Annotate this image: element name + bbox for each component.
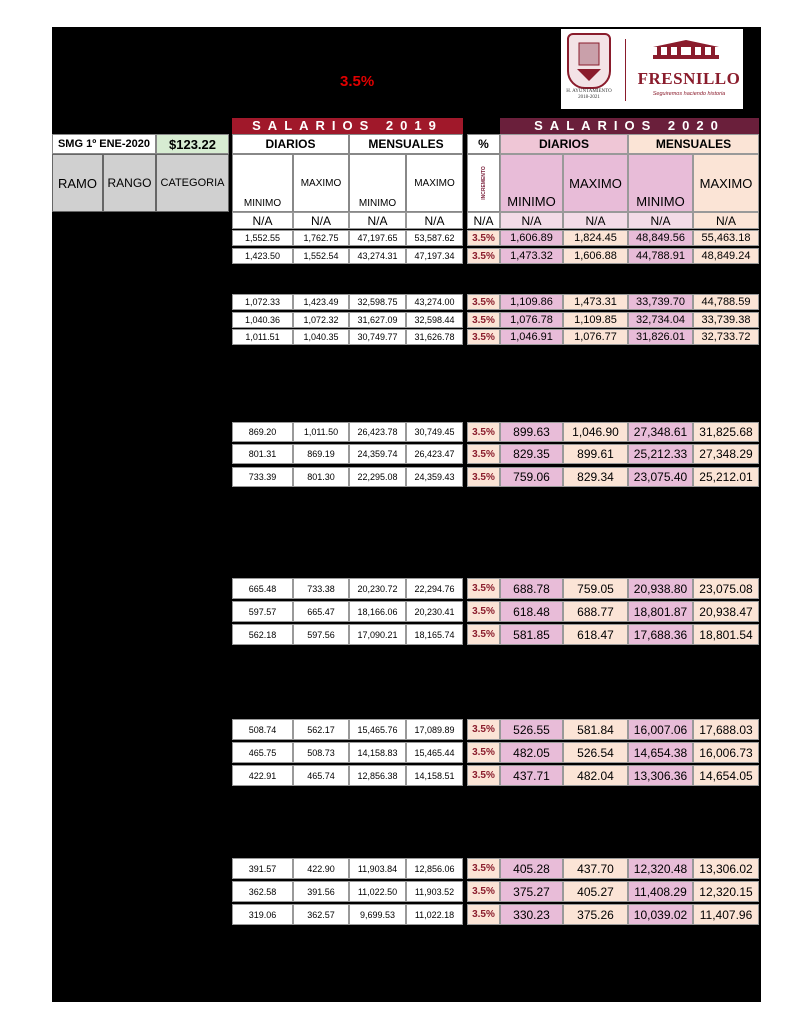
cell-d19min: 1,011.51 [232, 329, 293, 345]
cell-d20min: 330.23 [500, 904, 563, 925]
header-minimo-d20: MINIMO [500, 154, 563, 212]
na-cell: N/A [500, 212, 563, 229]
cell-d19min: 422.91 [232, 765, 293, 786]
cell-m20max: 14,654.05 [693, 765, 759, 786]
cell-d19max: 665.47 [293, 601, 349, 622]
cell-m19max: 18,165.74 [406, 624, 463, 645]
cell-m20max: 33,739.38 [693, 312, 759, 328]
cell-m20min: 31,826.01 [628, 329, 693, 345]
cell-d20max: 618.47 [563, 624, 628, 645]
na-cell: N/A [406, 212, 463, 229]
cell-d20min: 1,109.86 [500, 294, 563, 310]
band-salarios-2019: SALARIOS 2019 [232, 118, 463, 134]
cell-m19min: 15,465.76 [349, 719, 406, 740]
cell-d19max: 391.56 [293, 881, 349, 902]
cell-d19min: 391.57 [232, 858, 293, 879]
cell-m19min: 9,699.53 [349, 904, 406, 925]
cell-d20min: 1,606.89 [500, 230, 563, 246]
seal-caption [561, 89, 617, 101]
na-cell: N/A [693, 212, 759, 229]
smg-label: SMG 1º ENE-2020 [52, 134, 156, 154]
cell-d20max: 375.26 [563, 904, 628, 925]
cell-m19max: 26,423.47 [406, 444, 463, 464]
cell-d19max: 465.74 [293, 765, 349, 786]
cell-pct: 3.5% [467, 294, 500, 310]
cell-m20min: 44,788.91 [628, 248, 693, 264]
cell-d20min: 581.85 [500, 624, 563, 645]
cell-d20max: 1,824.45 [563, 230, 628, 246]
logo-name: FRESNILLO [637, 69, 741, 88]
logo-block [561, 29, 743, 109]
cell-m20min: 18,801.87 [628, 601, 693, 622]
seal-caption-line1: H. AYUNTAMIENTO [566, 89, 612, 94]
cell-d19min: 1,552.55 [232, 230, 293, 246]
cell-d20min: 759.06 [500, 467, 563, 487]
cell-m20min: 27,348.61 [628, 422, 693, 442]
cell-d20max: 1,046.90 [563, 422, 628, 442]
cell-d20max: 482.04 [563, 765, 628, 786]
cell-m19min: 32,598.75 [349, 294, 406, 310]
smg-value: $123.22 [156, 134, 229, 154]
cell-pct: 3.5% [467, 467, 500, 487]
cell-pct: 3.5% [467, 329, 500, 345]
cell-d20max: 1,606.88 [563, 248, 628, 264]
cell-pct: 3.5% [467, 904, 500, 925]
cell-d20max: 581.84 [563, 719, 628, 740]
logo-divider [625, 39, 626, 101]
header-maximo-m20: MAXIMO [693, 154, 759, 212]
cell-d20min: 899.63 [500, 422, 563, 442]
cell-d20max: 759.05 [563, 578, 628, 599]
na-cell: N/A [232, 212, 293, 229]
cell-d20min: 1,473.32 [500, 248, 563, 264]
cell-pct: 3.5% [467, 881, 500, 902]
header-diarios-2019: DIARIOS [232, 134, 349, 154]
header-minimo-d19: MINIMO [232, 154, 293, 212]
na-cell: N/A [628, 212, 693, 229]
cell-m20max: 11,407.96 [693, 904, 759, 925]
cell-m20min: 32,734.04 [628, 312, 693, 328]
cell-d19min: 465.75 [232, 742, 293, 763]
cell-m19min: 31,627.09 [349, 312, 406, 328]
cell-d20min: 1,046.91 [500, 329, 563, 345]
cell-d20min: 1,076.78 [500, 312, 563, 328]
cell-d20max: 1,076.77 [563, 329, 628, 345]
cell-d19max: 733.38 [293, 578, 349, 599]
cell-d20min: 688.78 [500, 578, 563, 599]
cell-d19max: 1,011.50 [293, 422, 349, 442]
header-percent: % [467, 134, 500, 154]
header-mensuales-2019: MENSUALES [349, 134, 463, 154]
cell-m20min: 17,688.36 [628, 624, 693, 645]
cell-d20min: 405.28 [500, 858, 563, 879]
cell-m19max: 11,903.52 [406, 881, 463, 902]
cell-d19min: 562.18 [232, 624, 293, 645]
cell-d19min: 733.39 [232, 467, 293, 487]
cell-m20max: 12,320.15 [693, 881, 759, 902]
header-ramo: RAMO [52, 154, 103, 212]
cell-m20max: 18,801.54 [693, 624, 759, 645]
cell-m19max: 14,158.51 [406, 765, 463, 786]
cell-d19max: 1,762.75 [293, 230, 349, 246]
cell-m19max: 15,465.44 [406, 742, 463, 763]
cell-d20min: 375.27 [500, 881, 563, 902]
cell-m20min: 20,938.80 [628, 578, 693, 599]
na-cell: N/A [563, 212, 628, 229]
cell-d19max: 508.73 [293, 742, 349, 763]
cell-m20max: 20,938.47 [693, 601, 759, 622]
cell-m19max: 43,274.00 [406, 294, 463, 310]
cell-d19min: 362.58 [232, 881, 293, 902]
cell-m20min: 10,039.02 [628, 904, 693, 925]
header-incremento [467, 154, 500, 212]
cell-pct: 3.5% [467, 248, 500, 264]
building-icon [651, 39, 721, 61]
cell-pct: 3.5% [467, 765, 500, 786]
cell-d19max: 1,040.35 [293, 329, 349, 345]
cell-m19max: 20,230.41 [406, 601, 463, 622]
cell-m19max: 24,359.43 [406, 467, 463, 487]
cell-m19max: 53,587.62 [406, 230, 463, 246]
cell-d19max: 1,072.32 [293, 312, 349, 328]
cell-m20max: 27,348.29 [693, 444, 759, 464]
header-maximo-m19: MAXIMO [406, 154, 463, 212]
header-maximo-d20: MAXIMO [563, 154, 628, 212]
cell-m19min: 17,090.21 [349, 624, 406, 645]
cell-d20max: 526.54 [563, 742, 628, 763]
cell-pct: 3.5% [467, 719, 500, 740]
cell-m19max: 31,626.78 [406, 329, 463, 345]
header-rango: RANGO [103, 154, 156, 212]
cell-m20min: 48,849.56 [628, 230, 693, 246]
cell-pct: 3.5% [467, 312, 500, 328]
cell-d20max: 1,473.31 [563, 294, 628, 310]
cell-m20min: 14,654.38 [628, 742, 693, 763]
cell-d19min: 1,423.50 [232, 248, 293, 264]
cell-m19min: 30,749.77 [349, 329, 406, 345]
cell-d20max: 437.70 [563, 858, 628, 879]
cell-m19max: 30,749.45 [406, 422, 463, 442]
cell-m19min: 20,230.72 [349, 578, 406, 599]
cell-m20max: 32,733.72 [693, 329, 759, 345]
cell-d19max: 362.57 [293, 904, 349, 925]
cell-m20max: 13,306.02 [693, 858, 759, 879]
cell-pct: 3.5% [467, 624, 500, 645]
cell-m19min: 43,274.31 [349, 248, 406, 264]
logo-tagline: Seguiremos haciendo historia [652, 91, 726, 97]
cell-pct: 3.5% [467, 858, 500, 879]
cell-m20max: 48,849.24 [693, 248, 759, 264]
cell-m20min: 33,739.70 [628, 294, 693, 310]
header-categoria: CATEGORIA [156, 154, 229, 212]
municipal-seal-icon [567, 33, 611, 89]
header-diarios-2020: DIARIOS [500, 134, 628, 154]
header-mensuales-2020: MENSUALES [628, 134, 759, 154]
cell-m19max: 32,598.44 [406, 312, 463, 328]
cell-d20min: 618.48 [500, 601, 563, 622]
cell-m20min: 25,212.33 [628, 444, 693, 464]
na-cell: N/A [349, 212, 406, 229]
cell-m19max: 22,294.76 [406, 578, 463, 599]
cell-pct: 3.5% [467, 422, 500, 442]
cell-m19max: 47,197.34 [406, 248, 463, 264]
cell-d20max: 405.27 [563, 881, 628, 902]
cell-m19min: 47,197.65 [349, 230, 406, 246]
cell-pct: 3.5% [467, 578, 500, 599]
cell-d19min: 319.06 [232, 904, 293, 925]
cell-m20max: 16,006.73 [693, 742, 759, 763]
cell-m19min: 24,359.74 [349, 444, 406, 464]
cell-m20min: 23,075.40 [628, 467, 693, 487]
na-cell: N/A [467, 212, 500, 229]
cell-m20max: 23,075.08 [693, 578, 759, 599]
band-salarios-2020: SALARIOS 2020 [500, 118, 759, 134]
cell-m20min: 16,007.06 [628, 719, 693, 740]
cell-d19max: 422.90 [293, 858, 349, 879]
cell-m19min: 11,022.50 [349, 881, 406, 902]
cell-d19max: 597.56 [293, 624, 349, 645]
cell-d20min: 482.05 [500, 742, 563, 763]
cell-m19min: 11,903.84 [349, 858, 406, 879]
cell-d19min: 801.31 [232, 444, 293, 464]
header-minimo-m19: MINIMO [349, 154, 406, 212]
na-cell: N/A [293, 212, 349, 229]
cell-d20min: 437.71 [500, 765, 563, 786]
cell-m20max: 44,788.59 [693, 294, 759, 310]
header-maximo-d19: MAXIMO [293, 154, 349, 212]
cell-pct: 3.5% [467, 742, 500, 763]
cell-d20min: 526.55 [500, 719, 563, 740]
cell-m19min: 26,423.78 [349, 422, 406, 442]
cell-d19max: 562.17 [293, 719, 349, 740]
seal-caption-line2: 2018-2021 [578, 95, 600, 100]
header-minimo-m20: MINIMO [628, 154, 693, 212]
cell-m19max: 12,856.06 [406, 858, 463, 879]
cell-d19min: 869.20 [232, 422, 293, 442]
cell-m20max: 55,463.18 [693, 230, 759, 246]
cell-d19min: 597.57 [232, 601, 293, 622]
cell-m19min: 14,158.83 [349, 742, 406, 763]
cell-m19max: 17,089.89 [406, 719, 463, 740]
cell-d20max: 829.34 [563, 467, 628, 487]
cell-m20min: 11,408.29 [628, 881, 693, 902]
cell-pct: 3.5% [467, 601, 500, 622]
cell-d19max: 801.30 [293, 467, 349, 487]
cell-d19max: 869.19 [293, 444, 349, 464]
header-incremento-text: INCREMENTO [480, 166, 487, 200]
cell-d20max: 1,109.85 [563, 312, 628, 328]
cell-d19min: 508.74 [232, 719, 293, 740]
cell-m20max: 25,212.01 [693, 467, 759, 487]
cell-d20max: 899.61 [563, 444, 628, 464]
cell-d20max: 688.77 [563, 601, 628, 622]
cell-pct: 3.5% [467, 230, 500, 246]
cell-d19min: 665.48 [232, 578, 293, 599]
cell-m20min: 13,306.36 [628, 765, 693, 786]
cell-d19max: 1,423.49 [293, 294, 349, 310]
increase-title: 3.5% [340, 73, 375, 90]
cell-d20min: 829.35 [500, 444, 563, 464]
cell-m20min: 12,320.48 [628, 858, 693, 879]
cell-d19max: 1,552.54 [293, 248, 349, 264]
cell-d19min: 1,040.36 [232, 312, 293, 328]
cell-m20max: 31,825.68 [693, 422, 759, 442]
cell-m19max: 11,022.18 [406, 904, 463, 925]
cell-m19min: 18,166.06 [349, 601, 406, 622]
cell-pct: 3.5% [467, 444, 500, 464]
cell-m19min: 22,295.08 [349, 467, 406, 487]
cell-m19min: 12,856.38 [349, 765, 406, 786]
cell-m20max: 17,688.03 [693, 719, 759, 740]
cell-d19min: 1,072.33 [232, 294, 293, 310]
